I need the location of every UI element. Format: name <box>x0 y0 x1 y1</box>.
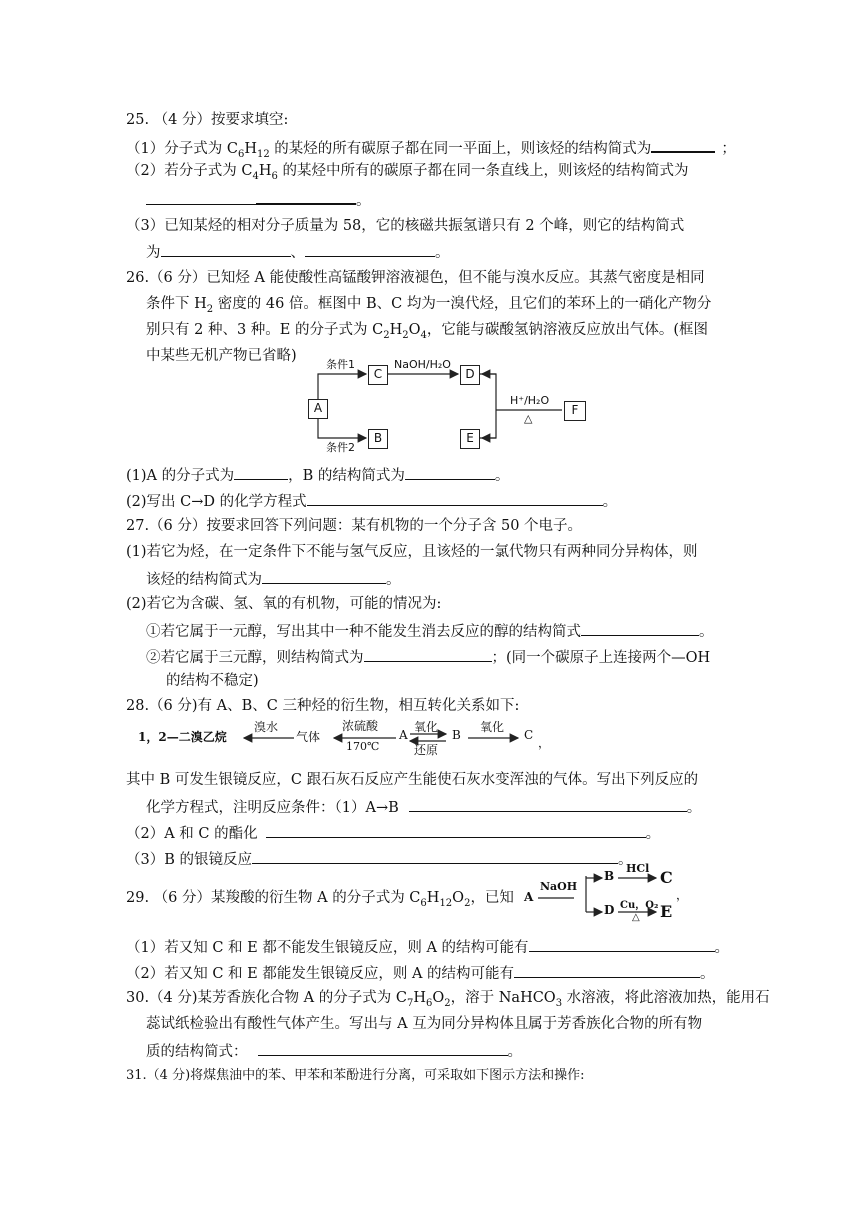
q29-compound-c: C <box>660 868 673 887</box>
q26-part1: (1)A 的分子式为 ，B 的结构简式为 。 <box>126 464 509 486</box>
q30-line1: 30.（4 分)某芳香族化合物 A 的分子式为 $C_7H_6O_2$，溶于 NaHCO$_3$ 水溶液，将此溶液加热，能用石 <box>126 990 770 1009</box>
answer-blank[interactable] <box>305 241 435 257</box>
q27-part1-answer: 该烃的结构简式为 。 <box>146 568 401 590</box>
q29-heading: 29. （6 分）某羧酸的衍生物 A 的分子式为 $C_6H_{12}O_2$，已知 <box>126 890 514 909</box>
acid-label: H⁺/H₂O <box>510 394 550 407</box>
scheme-comma: ， <box>538 736 551 750</box>
q26-reaction-diagram <box>300 358 600 454</box>
q27-heading: 27.（6 分）按要求回答下列问题：某有机物的一个分子含 50 个电子。 <box>126 518 583 534</box>
box-e: E <box>460 429 480 449</box>
answer-blank[interactable] <box>651 136 715 153</box>
answer-blank[interactable] <box>256 188 356 205</box>
condition1-label: 条件1 <box>326 358 355 371</box>
q26-line4: 中某些无机产物已省略) <box>146 348 297 364</box>
q26-line2: 条件下 $H_2$ 密度的 46 倍。框图中 B、C 均为一溴代烃，且它们的苯环上的一硝化产物分 <box>146 296 712 315</box>
q29-naoh-label: NaOH <box>540 880 578 893</box>
compound-a: A <box>399 728 408 742</box>
q28-line1: 其中 B 可发生银镜反应，C 跟石灰石反应产生能使石灰水变浑浊的气体。写出下列反应的 <box>126 772 699 788</box>
gas-label: 气体 <box>296 730 321 744</box>
q26-line1: 26.（6 分）已知烃 A 能使酸性高锰酸钾溶液褪色，但不能与溴水反应。其蒸气密度是相同 <box>126 270 705 286</box>
q29-reaction-scheme <box>522 862 692 926</box>
answer-blank[interactable] <box>146 189 256 205</box>
q30-line3: 质的结构简式： 。 <box>146 1040 522 1062</box>
q30-line2: 蕊试纸检验出有酸性气体产生。写出与 A 互为同分异构体且属于芳香族化合物的所有物 <box>146 1016 703 1032</box>
q28-reaction-scheme <box>138 716 566 757</box>
q29-cuo2-label: Cu，O₂ <box>620 900 659 911</box>
answer-blank[interactable] <box>258 1040 508 1056</box>
naoh-label: NaOH/H₂O <box>394 358 451 371</box>
answer-blank[interactable] <box>405 464 495 480</box>
q25-part3: （3）已知某烃的相对分子质量为 58，它的核磁共振氢谱只有 2 个峰，则它的结构简式 <box>126 218 685 234</box>
oxidation2-label: 氧化 <box>480 720 505 734</box>
answer-blank[interactable] <box>266 822 646 838</box>
h2so4-label: 浓硫酸 <box>342 719 379 733</box>
answer-blank[interactable] <box>581 620 699 636</box>
condition2-label: 条件2 <box>326 441 355 454</box>
q29-compound-d: D <box>604 903 615 917</box>
q25-part2: （2）若分子式为 $C_4H_6$ 的某烃中所有的碳原子都在同一条直线上，则该烃的结构简式为 <box>126 163 689 182</box>
box-c: C <box>368 365 388 385</box>
compound-c: C <box>524 728 534 742</box>
q28-line4: （3）B 的银镜反应 。 <box>126 848 633 870</box>
answer-blank[interactable] <box>161 241 291 257</box>
q27-part2: (2)若它为含碳、氢、氧的有机物，可能的情况为: <box>126 596 442 612</box>
answer-blank[interactable] <box>529 936 715 952</box>
heat-label: △ <box>524 412 533 425</box>
q29-scheme-comma: ， <box>676 888 689 902</box>
q26-part2: (2)写出 C→D 的化学方程式 。 <box>126 490 617 512</box>
box-a: A <box>308 399 328 419</box>
answer-blank[interactable] <box>234 464 288 480</box>
q27-part2-2-cont: 的结构不稳定) <box>166 673 259 689</box>
q25-part2-answer: 。 <box>146 188 371 211</box>
reduction-label: 还原 <box>414 743 439 757</box>
q26-line3: 别只有 2 种、3 种。E 的分子式为 $C_2H_2O_4$，它能与碳酸氢钠溶液反应放出气体。(框图 <box>146 322 709 341</box>
box-f: F <box>564 401 586 421</box>
q27-part1: (1)若它为烃，在一定条件下不能与氢气反应，且该烃的一氯代物只有两种同分异构体，则 <box>126 544 698 560</box>
q27-part2-2: ②若它属于三元醇，则结构简式为 ；(同一个碳原子上连接两个—OH <box>146 646 710 668</box>
answer-blank[interactable] <box>409 796 687 812</box>
q29-part1: （1）若又知 C 和 E 都不能发生银镜反应，则 A 的结构可能有 。 <box>126 936 729 958</box>
start-compound: 1，2—二溴乙烷 <box>138 730 227 744</box>
oxidation-label: 氧化 <box>414 720 439 734</box>
compound-b: B <box>452 728 461 742</box>
answer-blank[interactable] <box>364 646 492 662</box>
q29-part2: （2）若又知 C 和 E 都能发生银镜反应，则 A 的结构可能有 。 <box>126 962 715 984</box>
answer-blank[interactable] <box>262 568 386 584</box>
temp-label: 170℃ <box>346 740 380 753</box>
q29-compound-a: A <box>524 890 534 904</box>
q25-heading: 25. （4 分）按要求填空: <box>126 112 289 128</box>
q29-heat-label: △ <box>632 912 640 923</box>
q25-part1: （1）分子式为 $C_6H_{12}$ 的某烃的所有碳原子都在同一平面上，则该烃的结构简式为 ； <box>126 136 736 159</box>
q29-compound-e: E <box>660 902 673 921</box>
answer-blank[interactable] <box>307 490 603 506</box>
q27-part2-1: ①若它属于一元醇，写出其中一种不能发生消去反应的醇的结构简式 。 <box>146 620 714 642</box>
bromine-label: 溴水 <box>254 720 279 734</box>
q28-line3: （2）A 和 C 的酯化 。 <box>126 822 660 844</box>
q28-line2: 化学方程式，注明反应条件：（1）A→B 。 <box>146 796 701 818</box>
q29-compound-b: B <box>604 869 615 883</box>
answer-blank[interactable] <box>252 848 618 864</box>
q31-heading: 31.（4 分)将煤焦油中的苯、甲苯和苯酚进行分离，可采取如下图示方法和操作: <box>126 1068 585 1083</box>
box-d: D <box>460 365 480 385</box>
q29-hcl-label: HCl <box>626 862 650 875</box>
q28-heading: 28.（6 分)有 A、B、C 三种烃的衍生物，相互转化关系如下: <box>126 698 520 714</box>
box-b: B <box>368 429 388 449</box>
answer-blank[interactable] <box>514 962 700 978</box>
q25-part3-answer: 为 、 。 <box>146 241 450 263</box>
